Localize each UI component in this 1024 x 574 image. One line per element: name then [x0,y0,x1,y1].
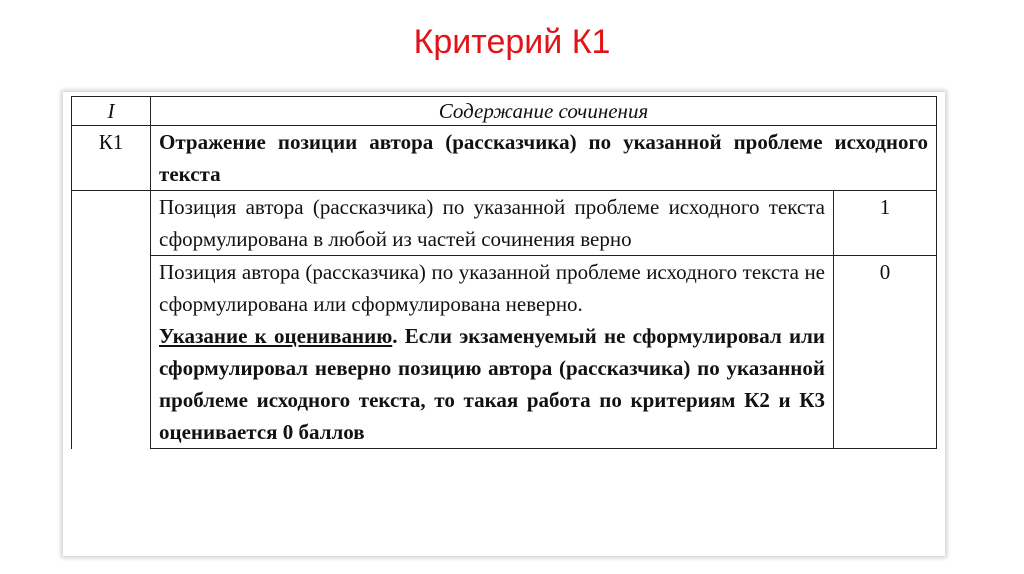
note-text: . Если экзаменуемый не сформулировал или сформулировал неверно позицию автора (рассказчика) по указанной проблеме исходного текста, то такая работа по критериям К2 и К3 оценивается 0 баллов [159,324,825,444]
table-row [72,256,937,449]
criterion-code: К1 [72,126,151,191]
assessment-note [159,320,825,448]
note-label: Указание к оцениванию [159,324,393,348]
criterion-row [72,126,937,191]
empty-cell [72,191,151,256]
row-description: Позиция автора (рассказчика) по указанной проблеме исходного текста не сформулирована или сформулирована неверно. [159,260,825,316]
empty-cell [72,256,151,449]
row-score: 0 [834,256,937,449]
header-col-content: Содержание сочинения [151,97,937,126]
header-col-number: I [72,97,151,126]
table-header-row [72,97,937,126]
table-row [72,191,937,256]
row-score: 1 [834,191,937,256]
criterion-name: Отражение позиции автора (рассказчика) по указанной проблеме исходного текста [151,126,937,191]
criteria-table [71,96,937,449]
row-description-cell [151,256,834,449]
criteria-table-image [63,92,945,556]
slide-title: Критерий К1 [413,23,611,61]
row-description: Позиция автора (рассказчика) по указанной проблеме исходного текста сформулирована в любой из частей сочинения верно [151,191,834,256]
